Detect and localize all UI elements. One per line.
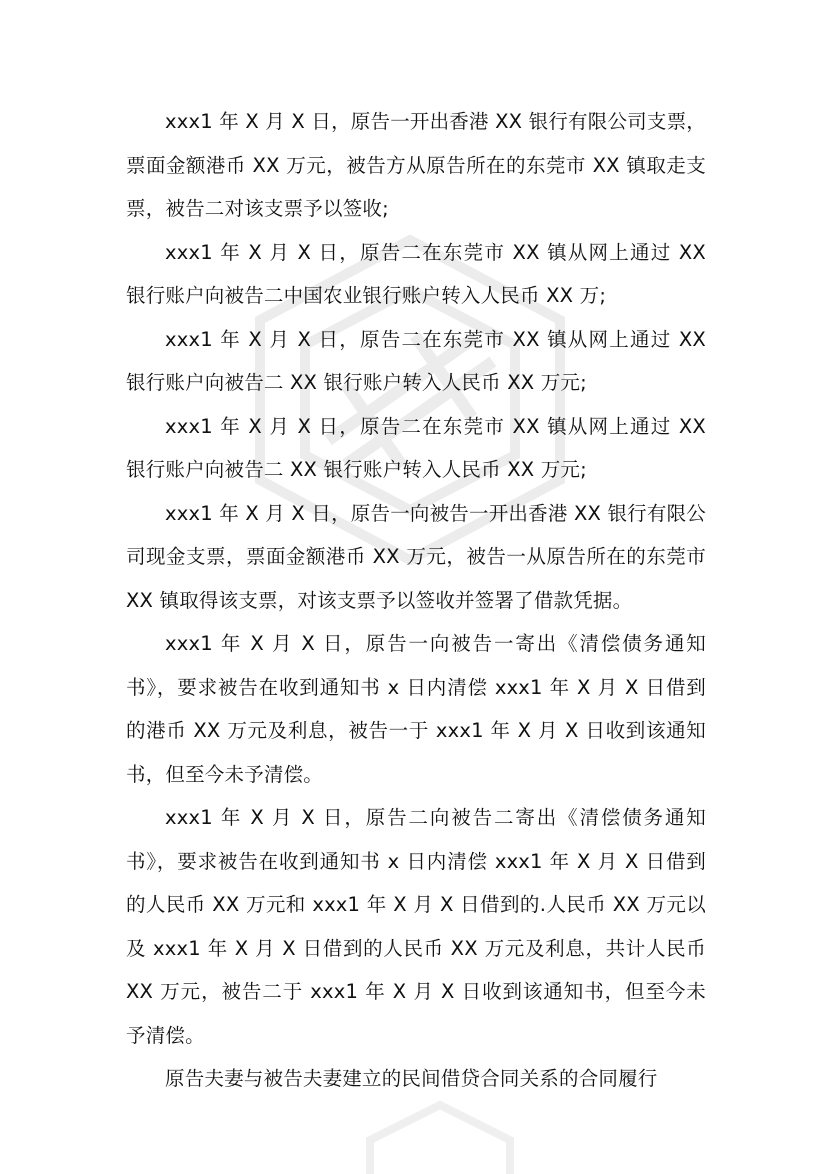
- paragraph-8: 原告夫妻与被告夫妻建立的民间借贷合同关系的合同履行: [165, 1067, 658, 1090]
- paragraph-1: xxx1 年 X 月 X 日，原告一开出香港 XX 银行有限公司支票，票面金额港币 XX 万元，被告方从原告所在的东莞市 XX 镇取走支票，被告二对该支票予以签收;: [126, 110, 706, 220]
- watermark-fragment-icon: [360, 1100, 520, 1174]
- paragraph-2: xxx1 年 X 月 X 日，原告二在东莞市 XX 镇从网上通过 XX 银行账户向被告二中国农业银行账户转入人民币 XX 万;: [126, 240, 706, 307]
- paragraph-7: xxx1 年 X 月 X 日，原告二向被告二寄出《清偿债务通知书》，要求被告在收到通知书 x 日内清偿 xxx1 年 X 月 X 日借到的人民币 XX 万元和 xxx1 年 X 月 X 日借到的.人民币 XX 万元以及 xxx1 年 X 月 X 日借到的人民币 XX 万元及利息，共计人民币 XX 万元，被告二于 xxx1 年 X 月 X 日收到该通知书，但至今未予清偿。: [126, 806, 706, 1047]
- paragraph-4: xxx1 年 X 月 X 日，原告二在东莞市 XX 镇从网上通过 XX 银行账户向被告二 XX 银行账户转入人民币 XX 万元;: [126, 414, 706, 481]
- document-body: [126, 100, 706, 1101]
- paragraph-5: xxx1 年 X 月 X 日，原告一向被告一开出香港 XX 银行有限公司现金支票，票面金额港币 XX 万元，被告一从原告所在的东莞市 XX 镇取得该支票，对该支票予以签收并签署了借款凭据。: [126, 501, 706, 612]
- paragraph-3: xxx1 年 X 月 X 日，原告二在东莞市 XX 镇从网上通过 XX 银行账户向被告二 XX 银行账户转入人民币 XX 万元;: [126, 327, 706, 394]
- paragraph-6: xxx1 年 X 月 X 日，原告一向被告一寄出《清偿债务通知书》，要求被告在收到通知书 x 日内清偿 xxx1 年 X 月 X 日借到的港币 XX 万元及利息，被告一于 xxx1 年 X 月 X 日收到该通知书，但至今未予清偿。: [126, 632, 706, 786]
